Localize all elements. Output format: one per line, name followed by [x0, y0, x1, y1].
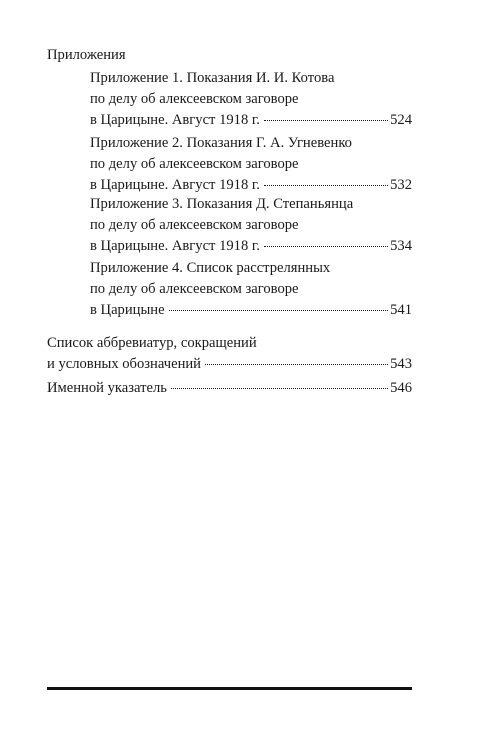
entry-title-line: по делу об алексеевском заговоре — [90, 155, 299, 172]
page-number: 546 — [390, 379, 412, 396]
appendices-heading: Приложения — [47, 47, 126, 63]
toc-entry-appendix-3[interactable] — [90, 194, 412, 256]
entry-title-line: в Царицыне. Август 1918 г. — [90, 237, 260, 254]
entry-title-line: в Царицыне. Август 1918 г. — [90, 176, 260, 193]
entry-title-line: Приложение 4. Список расстрелянных — [90, 260, 331, 276]
entry-title-line: Именной указатель — [47, 379, 167, 396]
dot-leader — [264, 109, 388, 124]
entry-title-line: по делу об алексеевском заговоре — [90, 280, 299, 297]
dot-leader — [171, 377, 388, 392]
entry-title-line: Приложение 2. Показания Г. А. Угневенко — [90, 135, 352, 151]
entry-title-line: по делу об алексеевском заговоре — [90, 90, 299, 107]
entry-title-line: Приложение 1. Показания И. И. Котова — [90, 70, 335, 86]
toc-entry-appendix-2[interactable] — [90, 133, 412, 195]
entry-title-line: в Царицыне — [90, 301, 165, 318]
page-number: 534 — [390, 237, 412, 254]
page-number: 524 — [390, 111, 412, 128]
toc-entry-appendix-4[interactable] — [90, 258, 412, 320]
dot-leader — [205, 354, 388, 369]
entry-title-line: по делу об алексеевском заговоре — [90, 216, 299, 233]
dot-leader — [264, 174, 388, 189]
entry-title-line: Список аббревиатур, сокращений — [47, 335, 257, 351]
page-number: 543 — [390, 356, 412, 373]
entry-title-line: и условных обозначений — [47, 356, 201, 373]
dot-leader — [169, 299, 389, 314]
entry-title-line: в Царицыне. Август 1918 г. — [90, 111, 260, 128]
page-number: 532 — [390, 176, 412, 193]
entry-title-line: Приложение 3. Показания Д. Степаньянца — [90, 196, 354, 212]
bottom-rule — [47, 687, 412, 690]
dot-leader — [264, 235, 388, 250]
toc-entry-abbreviations[interactable] — [47, 333, 412, 375]
page-number: 541 — [390, 301, 412, 318]
toc-entry-appendix-1[interactable] — [90, 68, 412, 130]
toc-entry-name-index[interactable] — [47, 377, 412, 398]
